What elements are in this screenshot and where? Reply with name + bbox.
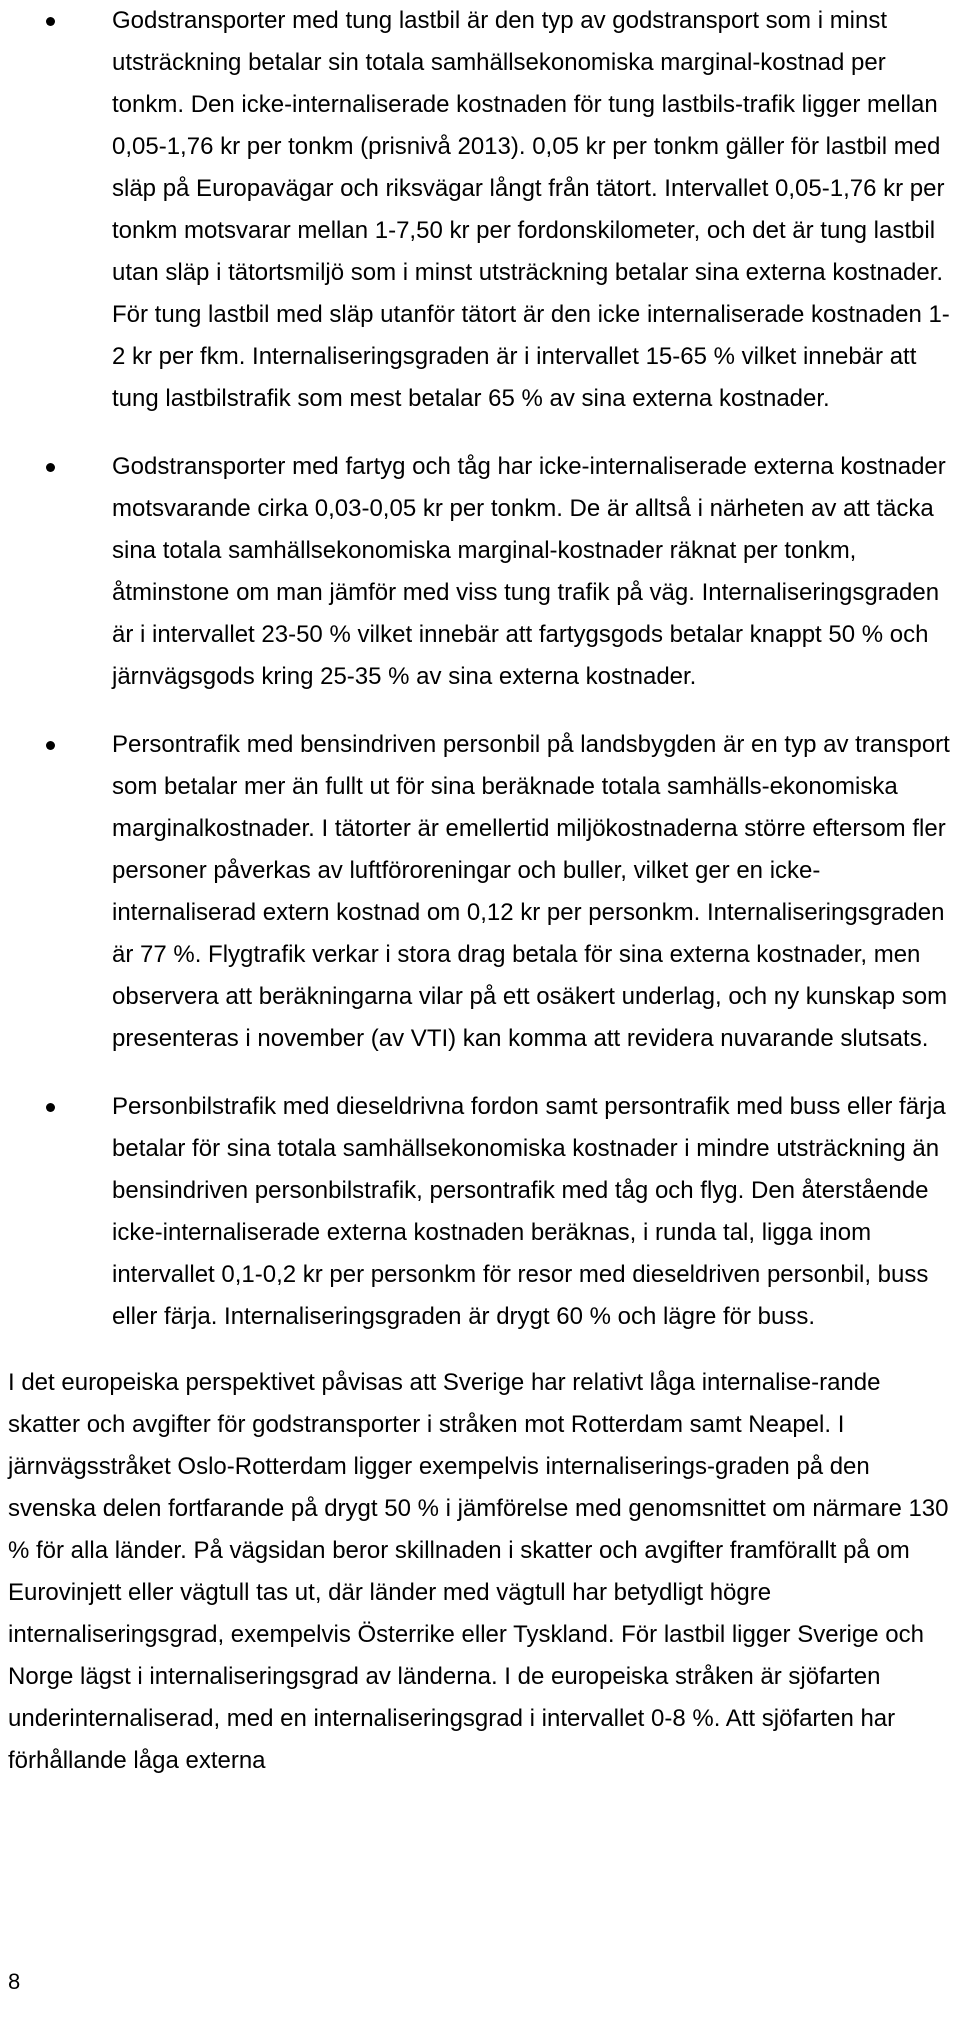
- bullet-dot-icon: [46, 463, 55, 472]
- body-paragraph-main: I det europeiska perspektivet påvisas att Sverige har relativt låga internalise-rande skatter och avgifter för godstransporter i stråken mot Rotterdam samt Neapel. I järnvägsstråket Oslo-Rotterdam ligger exempelvis internaliserings-graden på den svenska delen fortfarande på drygt 50 % i jämförelse med genomsnittet om närmare 130 % för alla länder. På vägsidan beror skillnaden i skatter och avgifter framförallt på om Eurovinjett eller vägtull tas ut, där länder med vägtull har betydligt högre internaliseringsgrad, exempelvis Österrike eller Tyskland. För lastbil ligger Sverige och Norge lägst i internaliseringsgrad av länderna. I de europeiska stråken är sjöfarten underinternaliserad, med en internaliseringsgrad i intervallet 0-8 %. Att sjöfarten har förhållande låga externa: [8, 1369, 949, 1774]
- bullet-text: Personbilstrafik med dieseldrivna fordon samt persontrafik med buss eller färja betalar för sina totala samhällsekonomiska kostnader i mindre utsträckning än bensindriven personbilstrafik, persontrafik med tåg och flyg. Den återstående icke-internaliserade externa kostnaden beräknas, i runda tal, ligga inom intervallet 0,1-0,2 kr per personkm för resor med dieseldriven personbil, buss eller färja. Internaliseringsgraden är drygt 60 % och lägre för buss.: [112, 1093, 946, 1330]
- bullet-dot-icon: [46, 1103, 55, 1112]
- bullet-text: Godstransporter med fartyg och tåg har icke-internaliserade externa kostnader motsvarande cirka 0,03-0,05 kr per tonkm. De är alltså i närheten av att täcka sina totala samhällsekonomiska marginal-kostnader räknat per tonkm, åtminstone om man jämför med viss tung trafik på väg. Internaliseringsgraden är i intervallet 23-50 % vilket innebär att fartygsgods betalar knappt 50 % och järnvägsgods kring 25-35 % av sina externa kostnader.: [112, 453, 946, 690]
- bullet-text: Godstransporter med tung lastbil är den typ av godstransport som i minst utsträckning betalar sin totala samhällsekonomiska marginal-kostnad per tonkm. Den icke-internaliserade kostnaden för tung lastbils-trafik ligger mellan 0,05-1,76 kr per tonkm (prisnivå 2013). 0,05 kr per tonkm gäller för lastbil med släp på Europavägar och riksvägar långt från tätort. Intervallet 0,05-1,76 kr per tonkm motsvarar mellan 1-7,50 kr per fordonskilometer, och det är tung lastbil utan släp i tätortsmiljö som i minst utsträckning betalar sina externa kostnader. För tung lastbil med släp utanför tätort är den icke internaliserade kostnaden 1-2 kr per fkm. Internaliseringsgraden är i intervallet 15-65 % vilket innebär att tung lastbilstrafik som mest betalar 65 % av sina externa kostnader.: [112, 7, 950, 412]
- page-number: 8: [8, 1969, 21, 1994]
- bullet-text: Persontrafik med bensindriven personbil på landsbygden är en typ av transport som betalar mer än fullt ut för sina beräknade totala samhälls-ekonomiska marginalkostnader. I tätorter är emellertid miljökostnaderna större eftersom fler personer påverkas av luftföroreningar och buller, vilket ger en icke-internaliserad extern kostnad om 0,12 kr per personkm. Internaliseringsgraden är 77 %. Flygtrafik verkar i stora drag betala för sina externa kostnader, men observera att beräkningarna vilar på ett osäkert underlag, och ny kunskap som presenteras i november (av VTI) kan komma att revidera nuvarande slutsats.: [112, 731, 950, 1052]
- bullet-dot-icon: [46, 741, 55, 750]
- bullet-dot-icon: [46, 17, 55, 26]
